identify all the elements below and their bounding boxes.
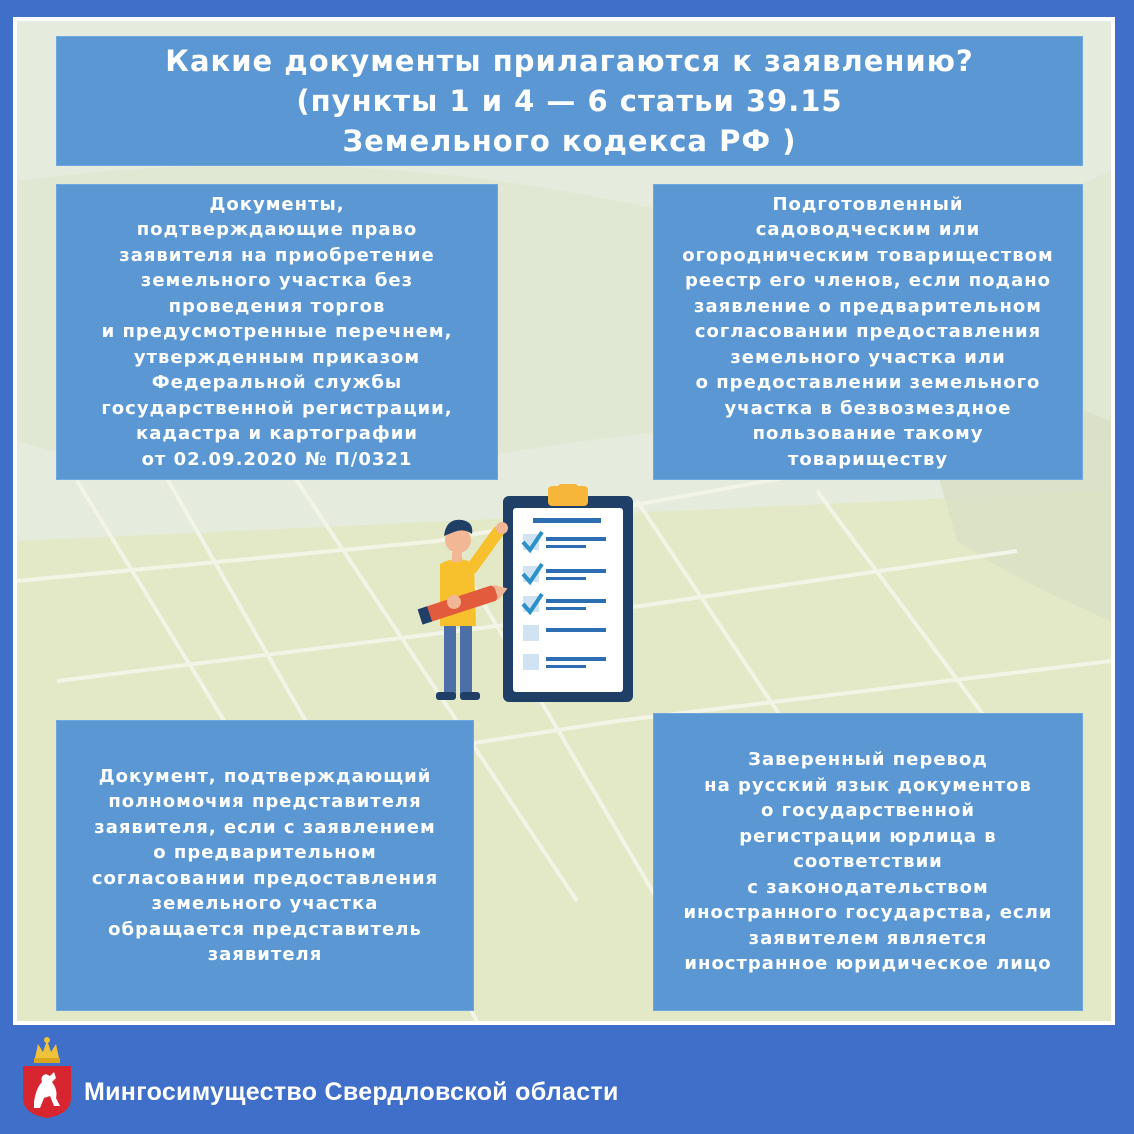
card-text-line: заявителя на приобретение xyxy=(119,244,435,266)
card-text-line: иностранного государства, если xyxy=(683,902,1053,924)
title-banner xyxy=(56,36,1083,166)
card-text-line: заявителя, если с заявлением xyxy=(94,816,436,838)
card-ownership-documents xyxy=(56,184,498,480)
title-line-1: Какие документы прилагаются к заявлению? xyxy=(165,44,974,78)
title-line-2: (пункты 1 и 4 — 6 статьи 39.15 xyxy=(296,84,843,118)
card-text-line: реестр его членов, если подано xyxy=(684,270,1052,292)
card-text-line: заявителя xyxy=(207,944,323,965)
title-line-3: Земельного кодекса РФ ) xyxy=(342,124,797,158)
man-with-checklist-icon xyxy=(410,484,640,710)
card-text-line: обращается представитель xyxy=(108,918,422,940)
card-members-registry xyxy=(653,184,1083,480)
card-text-line: иностранное юридическое лицо xyxy=(684,953,1052,975)
card-text-line: огородническим товариществом xyxy=(682,244,1054,266)
card-text-line: согласовании предоставления xyxy=(694,321,1042,343)
card-text-line: полномочия представителя xyxy=(108,791,422,812)
card-text-line: согласовании предоставления xyxy=(91,867,439,889)
card-text-line: Документ, подтверждающий xyxy=(98,765,432,787)
card-text-line: о предварительном xyxy=(153,842,377,863)
card-text-line: государственной регистрации, xyxy=(101,397,453,419)
card-text-line: регистрации юрлица в xyxy=(739,825,997,847)
card-text-line: от 02.09.2020 № П/0321 xyxy=(141,448,413,470)
card-text-line: земельного участка xyxy=(151,893,379,914)
card-text-line: подтверждающие право xyxy=(136,219,418,241)
card-text-line: о предоставлении земельного xyxy=(695,372,1041,394)
card-text-line: соответствии xyxy=(793,851,943,873)
card-text-line: о государственной xyxy=(761,800,975,822)
sverdlovsk-coat-of-arms-icon xyxy=(20,1036,74,1118)
card-text-line: на русский язык документов xyxy=(704,774,1032,796)
card-text-line: и предусмотренные перечнем, xyxy=(101,321,453,343)
card-certified-translation xyxy=(653,713,1083,1011)
card-text-line: Документы, xyxy=(209,193,345,215)
card-text-line: кадастра и картографии xyxy=(136,423,418,445)
card-text-line: Федеральной службы xyxy=(151,372,403,394)
card-text-line: заявление о предварительном xyxy=(694,295,1042,317)
card-text-line: земельного участка или xyxy=(730,346,1006,368)
card-text-line: садоводческим или xyxy=(755,219,981,241)
card-text-line: с законодательством xyxy=(747,876,989,898)
card-text-line: заявителем является xyxy=(748,927,988,949)
card-text-line: земельного участка без xyxy=(140,270,414,292)
card-text-line: участка в безвозмездное xyxy=(724,397,1012,419)
card-text-line: товариществу xyxy=(787,448,949,470)
card-representative-authority xyxy=(56,720,474,1011)
footer-org-name: Мингосимущество Свердловской области xyxy=(84,1078,619,1106)
card-text-line: пользование такому xyxy=(752,423,984,445)
card-text-line: утвержденным приказом xyxy=(133,346,421,368)
card-text-line: Заверенный перевод xyxy=(748,749,988,771)
card-text-line: Подготовленный xyxy=(772,193,964,215)
card-text-line: проведения торгов xyxy=(168,295,386,317)
